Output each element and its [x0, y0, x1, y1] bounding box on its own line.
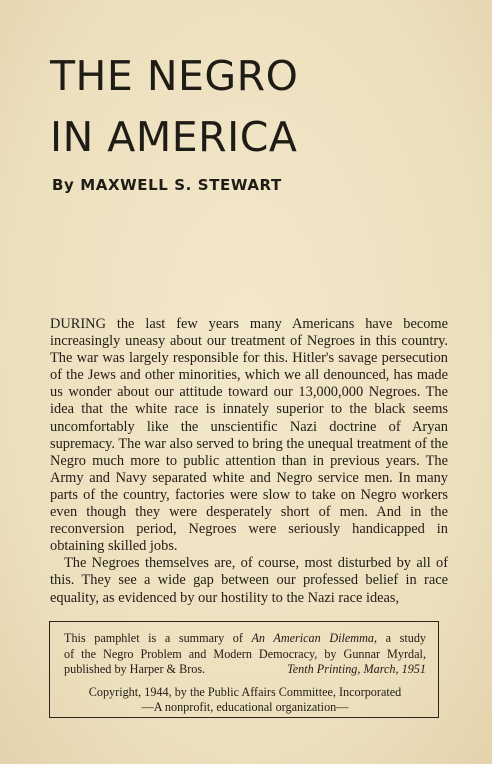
publisher: published by Harper & Bros.: [64, 662, 206, 676]
summary-note: [64, 631, 426, 678]
organization-line: —A nonprofit, educational organization—: [141, 700, 349, 714]
summary-line-2: of the Negro Problem and Modern Democracy, by Gunnar Myrdal,: [64, 646, 426, 661]
author-byline: By MAXWELL S. STEWART: [52, 176, 282, 194]
copyright-line: Copyright, 1944, by the Public Affairs Committee, Incorporated: [88, 684, 402, 699]
copyright-block: [64, 685, 426, 716]
summary-line-1: [64, 631, 426, 647]
title-line-1: THE NEGRO: [50, 52, 299, 100]
title-line-2: IN AMERICA: [50, 113, 298, 161]
summary-line-3: [64, 662, 426, 678]
publication-info-box: [49, 621, 439, 718]
summary-suffix: a study: [385, 631, 427, 645]
paragraph-1: DURING the last few years many Americans have become increasingly uneasy about our treatment of Negroes in this country. The war was largely responsible for this. Hitler's savage persecution of the Jews and other minorities, which we all denounced, has made us wonder about our attitude toward our 13,000,000 Negroes. The idea that the white race is innately superior to the black seems uncomfortably like the unscientific Nazi doctrine of Aryan supremacy. The war also served to bring the unequal treatment of the Negro much more to public attention than in previous years. The Army and Navy separated white and Negro service men. In many parts of the country, factories were slow to take on Negro workers even though they were desperately short of men. And in the reconversion period, Negroes were seriously handicapped in obtaining skilled jobs.: [50, 316, 448, 555]
paragraph-2: The Negroes themselves are, of course, most disturbed by all of this. They see a wide gap between our professed belief in race equality, as evidenced by our hostility to the Nazi race ideas,: [50, 555, 448, 606]
article-body: [50, 316, 448, 607]
summary-prefix: This pamphlet is a summary of: [64, 631, 243, 645]
page-title: [50, 46, 470, 168]
printing-info: Tenth Printing, March, 1951: [287, 662, 426, 676]
book-title: An American Dilemma,: [251, 631, 378, 645]
